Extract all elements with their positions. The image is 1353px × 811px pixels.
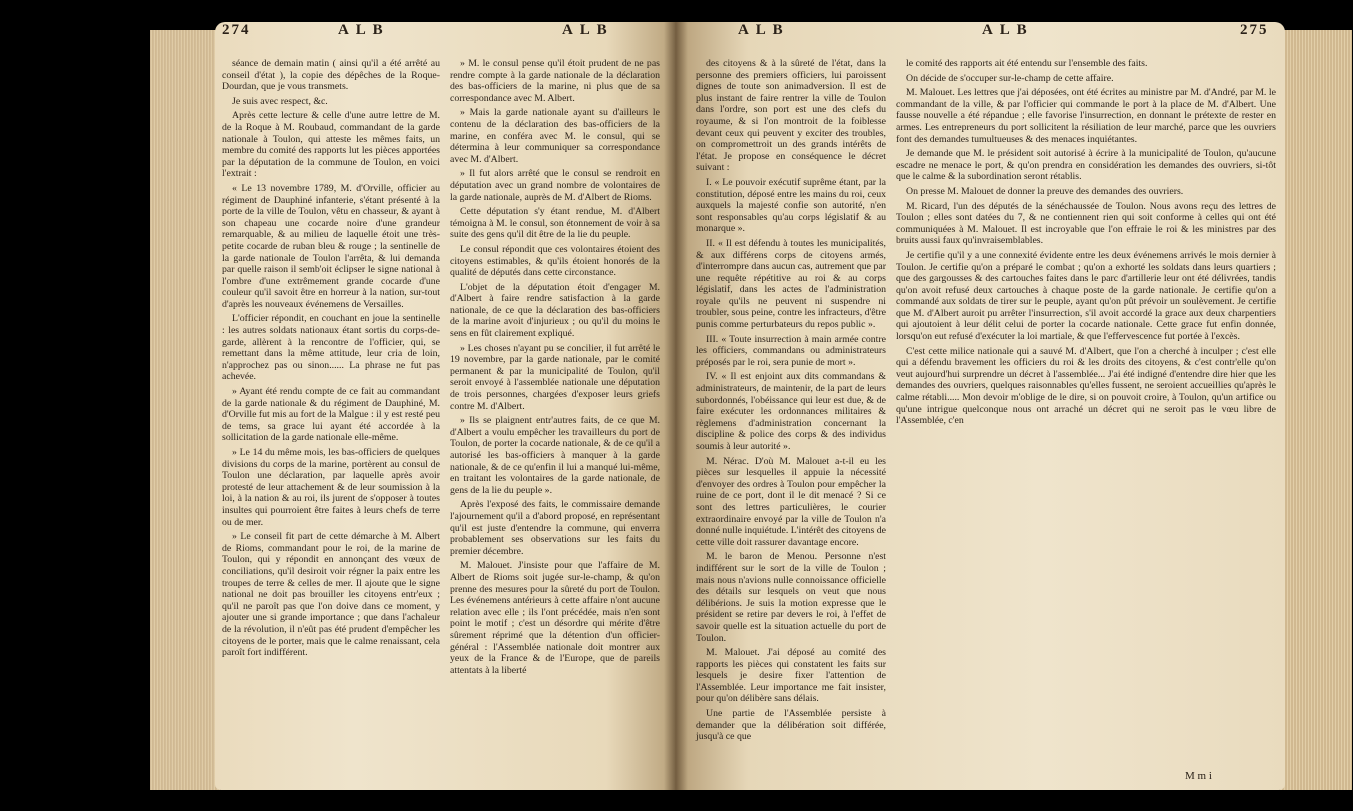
paragraph: M. Ricard, l'un des députés de la sénéchaussée de Toulon. Nous avons reçu des lettres de Toulon ; elles sont datées du 7, & ne contiennent rien qui soit conforme à celles qui ont été communiquées à M. Malouet. Il est incroyable que l'on effraie le roi & les ministres par des bruits aussi faux qu'invraisemblables. [896, 200, 1276, 247]
paragraph: séance de demain matin ( ainsi qu'il a été arrêté au conseil d'état ), la copie des dépêches de la Roque-Dourdan, que je vous transmets. [222, 58, 440, 93]
paragraph: M. Malouet. J'ai déposé au comité des rapports les pièces qui constatent les faits sur lesquels je desire fixer l'attention de l'Assemblée. Leur importance me fait insister, pour qu'on délibère sans délais. [696, 647, 886, 705]
paragraph: » Le conseil fit part de cette démarche à M. Albert de Rioms, commandant pour le roi, de la marine de Toulon, qui y répondit en annonçant des vœux de conciliations, qu'il desiroit voir régner la paix entre les troupes de terre & celles de mer. Il ajoute que le signe national ne doit pas brouiller les citoyens entr'eux ; qu'il ne paroît pas que l'on doive dans ce moment, y ajouter une si grande importance ; que dans l'achaleur de la révolution, il n'eût pas été prudent d'empêcher les citoyens de le porter, mais que le calme renaissant, cela paroît fort indifférent. [222, 531, 440, 659]
paragraph: » Il fut alors arrêté que le consul se rendroit en députation avec un grand nombre de volontaires de la garde nationale, auprès de M. d'Albert de Rioms. [450, 168, 660, 203]
paragraph: C'est cette milice nationale qui a sauvé M. d'Albert, que l'on a cherché à inculper ; c'est elle qui a défendu bravement les officiers du roi & les droits des citoyens, & c'est contr'elle qu'on veut aujourd'hui surprendre un décret à l'assemblée... J'ai été indigné d'entendre dire hier que les demandes des ouvriers, quelques raisonnables qu'elles fussent, ne seroient accueillies qu'après le calme rétabli..... Mon devoir m'oblige de le dire, si on pouvoit croire, à Toulon, qu'un artifice ou qu'une intrigue quelconque nous ont arraché un décret qui ne seroit pas le vœu libre de l'Assemblée, c'en [896, 345, 1276, 427]
left-page-number: 274 [222, 22, 251, 38]
left-column-1 [222, 58, 440, 662]
paragraph: M. Malouet. J'insiste pour que l'affaire de M. Albert de Rioms soit jugée sur-le-champ, & qu'on prenne des mesures pour la sûreté du port de Toulon. Les événemens antérieurs à cette affaire n'ont aucune relation avec elle ; ils l'ont précédée, mais n'en sont point le motif ; c'est un désordre qui mérite d'être sûrement réprimé que la détention d'un officier-général : l'Assemblée nationale doit montrer aux yeux de la France & de l'Europe, que de pareils attentats à la liberté [450, 560, 660, 676]
page-edges-left [150, 30, 220, 790]
paragraph: » Ayant été rendu compte de ce fait au commandant de la garde nationale & du régiment de Dauphiné, M. d'Orville fut mis au fort de la Malgue : il y est resté peu de tems, sa grace lui ayant été accordée à la sollicitation de la garde nationale elle-même. [222, 386, 440, 444]
paragraph: I. « Le pouvoir exécutif suprême étant, par la constitution, déposé entre les mains du roi, ceux auxquels la majesté confie son autorité, n'en sont responsables qu'au corps législatif & au monarque ». [696, 176, 886, 235]
paragraph: III. « Toute insurrection à main armée contre les officiers, commandans ou administrateurs préposés par le roi, sera punie de mort ». [696, 333, 886, 368]
right-running-head-inner: A L B [738, 22, 785, 38]
right-column-1 [696, 58, 886, 746]
paragraph: Après l'exposé des faits, le commissaire demande l'ajournement qu'il a d'abord proposé, en représentant qu'il est juste d'entendre la commune, qui enverra probablement ses observations sur les faits du premier décembre. [450, 499, 660, 557]
paragraph: Je certifie qu'il y a une connexité évidente entre les deux événemens arrivés le mois dernier à Toulon. Je certifie qu'on a préparé le combat ; qu'on a exhorté les soldats dans leurs quartiers ; que des gargousses & des cartouches faites dans le parc d'artillerie leur ont été délivrées, tandis qu'on avoit refusé deux cartouches à chaque poste de la garde nationale. Je certifie qu'on a commandé aux soldats de tirer sur le peuple, ayant qu'on pût prévoir un soulèvement. Je certifie que M. d'Albert auroit pu arrêter l'insurrection, s'il avoit accordé la grace aux deux charpentiers qui ajoutoient à leur délit celui de porter la cocarde nationale. Cette grace fut enfin donnée, lorsqu'on eut refusé d'exécuter la loi martiale, & que l'effervescence fut portée à l'excès. [896, 249, 1276, 343]
paragraph: » Les choses n'ayant pu se concilier, il fut arrêté le 19 novembre, par la garde nationale, par le comité permanent & par la municipalité de Toulon, qu'il seroit envoyé à l'assemblée nationale une députation de trois personnes, chargées d'exposer leurs griefs contre M. d'Albert. [450, 342, 660, 412]
paragraph: Je suis avec respect, &c. [232, 95, 328, 107]
paragraph: M. Nérac. D'où M. Malouet a-t-il eu les pièces sur lesquelles il appuie la nécessité d'envoyer des ordres à Toulon pour empêcher la ruine de ce port, dont il le dit menacé ? Si ce sont des lettres particulières, le courier extraordinaire envoyé par la ville de Toulon n'a donné nulle inquiétude. L'intérêt des citoyens de cette ville doit rassurer davantage encore. [696, 455, 886, 548]
paragraph: Après cette lecture & celle d'une autre lettre de M. de la Roque à M. Roubaud, commandant de la garde nationale à Toulon, qui atteste les mêmes faits, un membre du comité des rapports lut les pièces apportées par la députation de la commune de Toulon, en voici l'extrait : [222, 110, 440, 180]
right-page-number: 275 [1240, 22, 1269, 38]
paragraph: L'officier répondit, en couchant en joue la sentinelle : les autres soldats nationaux étant sortis du corps-de-garde, allèrent à la rencontre de l'officier, qui, se remettant dans la même attitude, leur cria de loin, n'approchez pas ou sinon...... La phrase ne fut pas achevée. [222, 313, 440, 383]
paragraph: Une partie de l'Assemblée persiste à demander que la délibération soit différée, jusqu'à ce que [696, 708, 886, 743]
paragraph: des citoyens & à la sûreté de l'état, dans la personne des premiers officiers, lui paroissent dignes de toute son animadversion. Il est de plus instant de faire rentrer la ville de Toulon dans l'ordre, son port est une des clefs du royaume, & si l'on montroit de la foiblesse devant ceux qui peuvent y exciter des troubles, on compromettroit un des grands intérêts de l'état. Je propose en conséquence le décret suivant : [696, 58, 886, 174]
paragraph: On presse M. Malouet de donner la preuve des demandes des ouvriers. [906, 185, 1184, 197]
signature-mark: M m i [1185, 770, 1212, 782]
paragraph: » Le 14 du même mois, les bas-officiers de quelques divisions du corps de la marine, portèrent au consul de Toulon une déclaration, par laquelle après avoir protesté de leur attachement & de leur soumission à la loi, à la nation & au roi, ils jurent de s'opposer à toutes insultes qui pourroient être faites à leurs chefs de terre ou de mer. [222, 447, 440, 528]
paragraph: « Le 13 novembre 1789, M. d'Orville, officier au régiment de Dauphiné infanterie, s'étant présenté à la porte de la ville de Toulon, vêtu en chasseur, & ayant à son chapeau une cocarde noire d'une grandeur remarquable, & au milieu de laquelle étoit une très-petite cocarde de ruban bleu & rouge ; la sentinelle de la garde nationale de Toulon l'arrêta, & lui demanda par quelle raison il semb'oit éclipser le signe national à l'ombre d'une extrêmement grande cocarde d'une couleur qu'il savoit être en horreur à la nation, sur-tout d'après les nouveaux événemens de Versailles. [222, 182, 440, 310]
left-running-head-inner: A L B [562, 22, 609, 38]
paragraph: » M. le consul pense qu'il étoit prudent de ne pas rendre compte à la garde nationale de la déclaration des bas-officiers de la marine, ni plus que de sa correspondance avec M. Albert. [450, 58, 660, 104]
right-column-2 [896, 58, 1276, 430]
right-running-head: A L B [982, 22, 1029, 38]
page-edges-right [1280, 30, 1352, 790]
paragraph: » Ils se plaignent entr'autres faits, de ce que M. d'Albert a voulu empêcher les travailleurs du port de Toulon, de porter la cocarde nationale, & de ce qu'il a autorisé les bas-officiers à manquer à la garde nationale, & de ce qu'enfin il lui a manqué lui-même, en traitant les volontaires de la garde nationale, de gens de la lie du peuple ». [450, 415, 660, 496]
paragraph: » Mais la garde nationale ayant su d'ailleurs le contenu de la déclaration des bas-officiers de la marine, en conféra avec M. le consul, qui se détermina à leur communiquer sa correspondance avec M. d'Albert. [450, 107, 660, 165]
paragraph: M. le baron de Menou. Personne n'est indifférent sur le sort de la ville de Toulon ; mais nous n'avions nulle connoissance officielle des détails sur lesquels on veut que nous délibérions. Je suis la motion expresse que le président se retire par devers le roi, à l'effet de savoir quelle est la situation actuelle du port de Toulon. [696, 551, 886, 644]
left-column-2 [450, 58, 660, 679]
paragraph: L'objet de la députation étoit d'engager M. d'Albert à faire rendre satisfaction à la garde nationale, de ce que la déclaration des bas-officiers de la marine avoit d'injurieux ; ou qu'il du moins le sens en fût clairement expliqué. [450, 281, 660, 340]
paragraph: le comité des rapports ait été entendu sur l'ensemble des faits. [906, 58, 1148, 69]
left-running-head: A L B [338, 22, 385, 38]
paragraph: Cette députation s'y étant rendue, M. d'Albert témoigna à M. le consul, son étonnement de voir à sa suite des gens qu'il dit être de la lie du peuple. [450, 206, 660, 241]
paragraph: Je demande que M. le président soit autorisé à écrire à la municipalité de Toulon, qu'aucune escadre ne menace le port, & qu'on prendra en considération les demandes des ouvriers, si-tôt que le calme & la subordination seront rétablis. [896, 148, 1276, 183]
paragraph: Le consul répondit que ces volontaires étoient des citoyens estimables, & qu'ils étoient honorés de la qualité de députés dans cette circonstance. [450, 243, 660, 279]
paragraph: M. Malouet. Les lettres que j'ai déposées, ont été écrites au ministre par M. d'André, par M. le commandant de la ville, & par l'officier qui commande le port à la place de M. d'Albert. Une fausse nouvelle a été répandue ; elle favorise l'insurrection, en donnant le prétexte de rester en armes. Les entrepreneurs du port sollicitent la résiliation de leur marché, parce que les ouvriers font des demandes tumultueuses & des menaces inquiétantes. [896, 87, 1276, 145]
paragraph: II. « Il est défendu à toutes les municipalités, & aux différens corps de citoyens armés, d'interrompre dans aucun cas, autrement que par une requête répétitive au roi & au corps législatif, dans les actes de l'administration royale qu'ils ne peuvent ni suspendre ni troubler, sous peine, contre les infracteurs, d'être punis comme perturbateurs du repos public ». [696, 237, 886, 331]
paragraph: IV. « Il est enjoint aux dits commandans & administrateurs, de maintenir, de la part de leurs subordonnés, l'obéissance qui leur est due, & de faire exécuter les ordonnances militaires & règlemens d'administration concernant la discipline & police des corps & des individus soumis à leur autorité ». [696, 371, 886, 452]
book-gutter [664, 22, 688, 790]
paragraph: On décide de s'occuper sur-le-champ de cette affaire. [906, 72, 1114, 84]
